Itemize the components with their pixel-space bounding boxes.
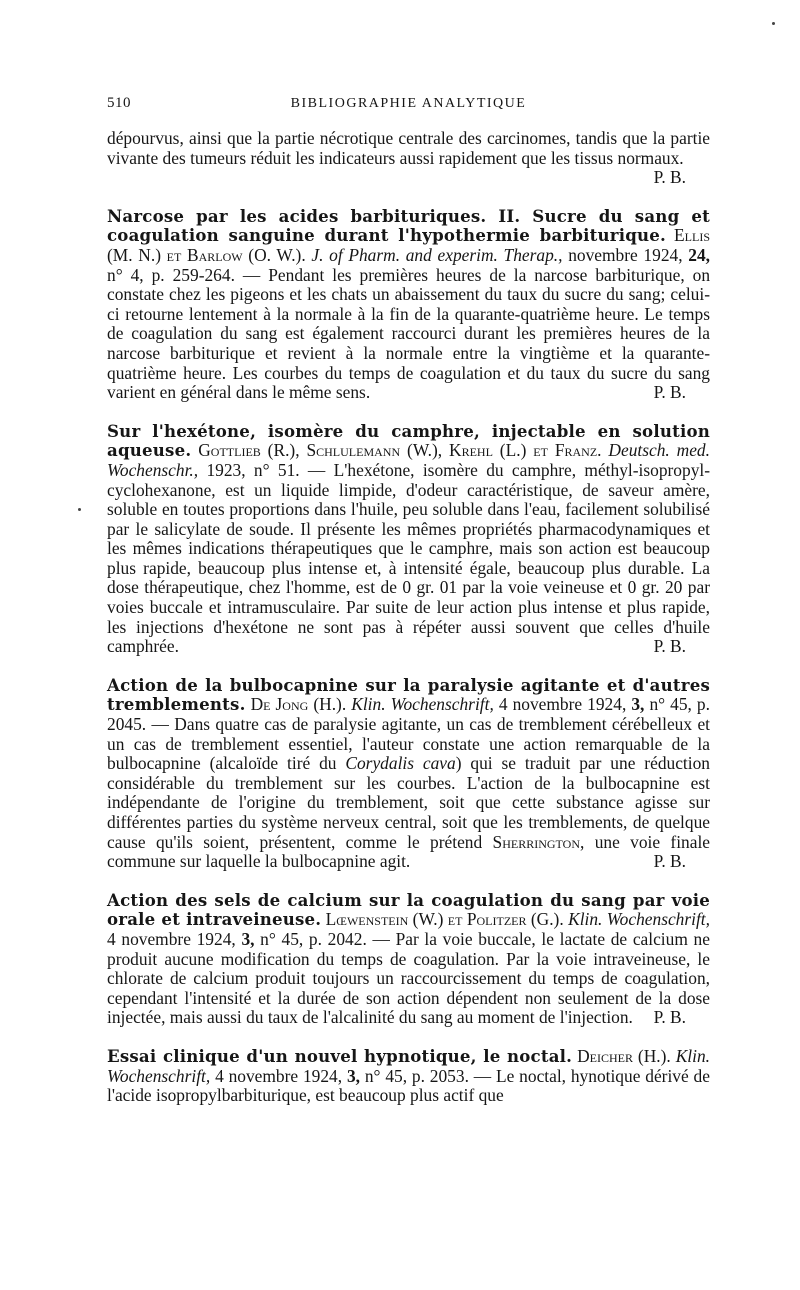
entry-narcose <box>107 207 710 403</box>
article-title: Narcose par les acides barbituriques. II. Sucre du sang et coagulation sanguine durant l'hypothermie barbiturique. <box>107 205 710 246</box>
entry-hexetone <box>107 422 710 657</box>
citation-volume: 3, <box>346 1065 360 1086</box>
citation-pages: n° 45, p. 2053. — <box>364 1065 492 1086</box>
abstract-text: Par la voie buccale, le lactate de calcium ne produit aucune modification du temps de coagulation. Par la voie intraveineuse, le chlorate de calcium produit toujours un raccourcissement du temps de coagulation, cependant l'intensité et la durée de son action dépendent non seulement de la dose injectée, mais aussi du taux de l'alcalinité du sang au moment de l'injection. <box>107 928 710 1028</box>
citation-pages: n° 45, p. 2045. — <box>107 694 710 735</box>
article-title: Action de la bulbocapnine sur la paralysie agitante et d'autres tremblements. <box>107 674 710 715</box>
abstract-text: Le noctal, hynotique dérivé de l'acide isopropylbarbiturique, est beaucoup plus actif que <box>107 1065 710 1106</box>
abstract-text: Dans quatre cas de paralysie agitante, un cas de tremblement cérébelleux et un cas de tremblement essentiel, l'auteur constate une action remarquable de la bulbocapnine (alcaloïde tiré du <box>107 714 710 774</box>
entry-noctal <box>107 1047 710 1106</box>
article-title: Sur l'hexétone, isomère du camphre, injectable en solution aqueuse. <box>107 420 710 461</box>
citation-volume: 24, <box>688 244 711 265</box>
entry-calcium <box>107 891 710 1028</box>
abstract-text: , une voie finale commune sur laquelle la bulbocapnine agit. <box>107 831 711 872</box>
signature: P. B. <box>653 167 686 188</box>
citation-date: 1923, n° 51. — <box>206 459 326 480</box>
article-authors: Deicher (H.). <box>577 1045 671 1066</box>
abstract-text: dépourvus, ainsi que la partie nécrotique centrale des carcinomes, tandis que la partie vivante des tumeurs réduit les indicateurs aussi rapidement que les tissus normaux. <box>107 128 710 168</box>
signature: P. B. <box>653 636 686 657</box>
citation-date: 4 novembre 1924, <box>215 1065 343 1086</box>
running-title: BIBLIOGRAPHIE ANALYTIQUE <box>290 96 527 111</box>
abstract-text: ) qui se traduit par une réduction considérable du tremblement sur les courbes. L'action de la bulbocapnine est indépendante de l'origine du tremblement, soit que cette substance agisse sur différentes parties du système nerveux central, soit que les tremblements, de quelque cause qu'ils soient, présentent, comme le prétend <box>107 753 710 852</box>
entry-continuation <box>107 129 710 188</box>
article-title: Essai clinique d'un nouvel hypnotique, le noctal. <box>107 1045 573 1066</box>
signature: P. B. <box>653 382 686 403</box>
species-name: Corydalis cava <box>345 753 456 774</box>
signature: P. B. <box>653 851 686 872</box>
journal-name: Klin. Wochenschrift, <box>568 909 710 930</box>
page-number: 510 <box>107 95 131 111</box>
signature: P. B. <box>653 1007 686 1028</box>
abstract-text: L'hexétone, isomère du camphre, méthyl-isopropyl-cyclohexanone, est un liquide limpide, d'odeur caractéristique, de saveur amère, soluble en toutes proportions dans l'huile, peu soluble dans l'eau, facilement solubilisé par le salicylate de soude. Il présente les mêmes propriétés pharmacodynamiques et les mêmes indications thérapeutiques que le camphre, mais son action est beaucoup plus rapide, beaucoup plus intense et, à intensité égale, beaucoup plus durable. La dose thérapeutique, chez l'homme, est de 0 gr. 01 par la voie veineuse et 0 gr. 20 par voies buccale et intramusculaire. Par suite de leur action plus intense et plus rapide, les injections d'hexétone ne sont pas à répéter aussi souvent que celles d'huile camphrée. <box>107 459 711 657</box>
cited-author: Sherrington <box>492 831 580 852</box>
journal-name: Klin. Wochenschrift, <box>351 694 494 715</box>
entry-bulbocapnine <box>107 676 710 872</box>
document-page <box>107 94 710 1106</box>
journal-name: Klin. Wochenschrift, <box>107 1045 710 1086</box>
scan-speck <box>78 508 81 511</box>
citation-date: 4 novembre 1924, <box>107 928 236 949</box>
article-authors: Lœwenstein (W.) et Politzer (G.). <box>325 909 564 930</box>
article-authors: De Jong (H.). <box>250 694 347 715</box>
citation-pages: n° 45, p. 2042. — <box>260 928 390 949</box>
journal-name: J. of Pharm. and experim. Therap., <box>311 244 563 265</box>
scan-speck <box>772 22 775 25</box>
article-authors: Gottlieb (R.), Schlulemann (W.), Krehl (L.) et Franz. <box>198 440 602 461</box>
citation-date: novembre 1924, <box>568 244 683 265</box>
citation-volume: 3, <box>241 928 255 949</box>
citation-date: 4 novembre 1924, <box>498 694 627 715</box>
abstract-text: Pendant les premières heures de la narcose barbiturique, on constate chez les pigeons et les chats un abaissement du taux du sucre du sang; celui-ci retourne lentement à la normale à la fin de la quarante-quatrième heure. Le temps de coagulation du sang est également raccourci durant les premières heures de la narcose barbiturique et revient à la normale entre la vingtième et la quarante-quatrième heure. Les courbes du temps de coagulation et du taux du sucre du sang varient en général dans le même sens. <box>107 264 711 403</box>
citation-volume: 3, <box>631 694 645 715</box>
running-header <box>107 94 710 116</box>
journal-name: Deutsch. med. Wochenschr., <box>107 440 710 480</box>
article-authors: Ellis (M. N.) et Barlow (O. W.). <box>107 225 710 265</box>
citation-pages: n° 4, p. 259-264. — <box>107 264 261 285</box>
article-title: Action des sels de calcium sur la coagulation du sang par voie orale et intraveineuse. <box>107 889 710 930</box>
